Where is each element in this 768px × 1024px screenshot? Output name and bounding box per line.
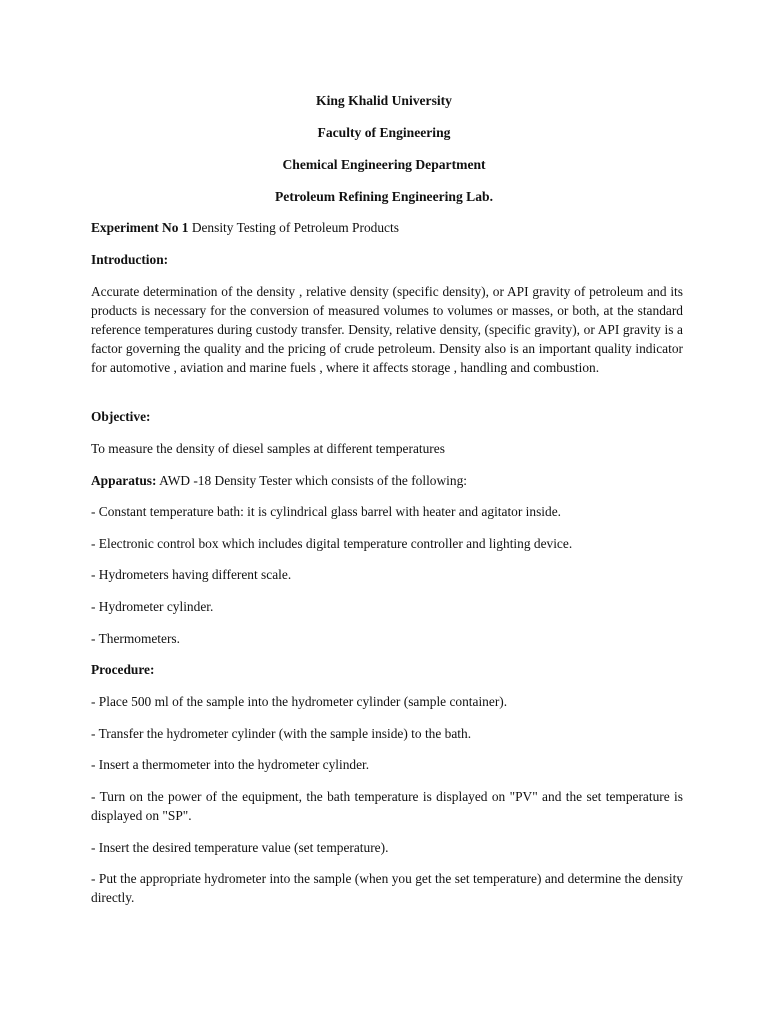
university-title: King Khalid University <box>316 93 452 108</box>
procedure-heading: Procedure: <box>91 662 155 677</box>
objective-text: To measure the density of diesel samples at different temperatures <box>91 441 445 456</box>
experiment-line <box>91 220 683 236</box>
lab-title: Petroleum Refining Engineering Lab. <box>274 189 493 204</box>
department-title: Chemical Engineering Department <box>282 157 486 172</box>
objective-heading: Objective: <box>91 409 151 424</box>
procedure-step: - Transfer the hydrometer cylinder (with the sample inside) to the bath. <box>91 726 472 741</box>
apparatus-item: - Electronic control box which includes digital temperature controller and lighting device. <box>91 536 573 551</box>
introduction-text: Accurate determination of the density , relative density (specific density), or API gravity of petroleum and its products is necessary for the conversion of measured volumes to volumes or masses, or both, at the standard reference temperatures during custody transfer. Density, relative density, (specific gravity), or API gravity is a factor governing the quality and the pricing of crude petroleum. Density also is an important quality indicator for automotive , aviation and marine fuels , where it affects storage , handling and combustion. <box>91 284 683 375</box>
procedure-step: - Turn on the power of the equipment, the bath temperature is displayed on "PV" and the set temperature is displayed on "SP". <box>91 789 683 823</box>
procedure-step: - Insert a thermometer into the hydrometer cylinder. <box>91 757 370 772</box>
introduction-heading: Introduction: <box>91 252 169 267</box>
procedure-step: - Place 500 ml of the sample into the hydrometer cylinder (sample container). <box>91 694 508 709</box>
experiment-title: Density Testing of Petroleum Products <box>191 220 399 235</box>
apparatus-item: - Thermometers. <box>91 631 180 646</box>
experiment-label: Experiment No 1 <box>91 220 189 235</box>
procedure-step: - Insert the desired temperature value (set temperature). <box>91 840 389 855</box>
apparatus-text: AWD -18 Density Tester which consists of the following: <box>159 473 468 488</box>
faculty-title: Faculty of Engineering <box>317 125 451 140</box>
apparatus-item: - Constant temperature bath: it is cylindrical glass barrel with heater and agitator inside. <box>91 504 562 519</box>
apparatus-line <box>91 473 683 489</box>
apparatus-item: - Hydrometer cylinder. <box>91 599 214 614</box>
apparatus-item: - Hydrometers having different scale. <box>91 567 292 582</box>
apparatus-label: Apparatus: <box>91 473 157 488</box>
procedure-step: - Put the appropriate hydrometer into the sample (when you get the set temperature) and determine the density directly. <box>91 871 683 905</box>
